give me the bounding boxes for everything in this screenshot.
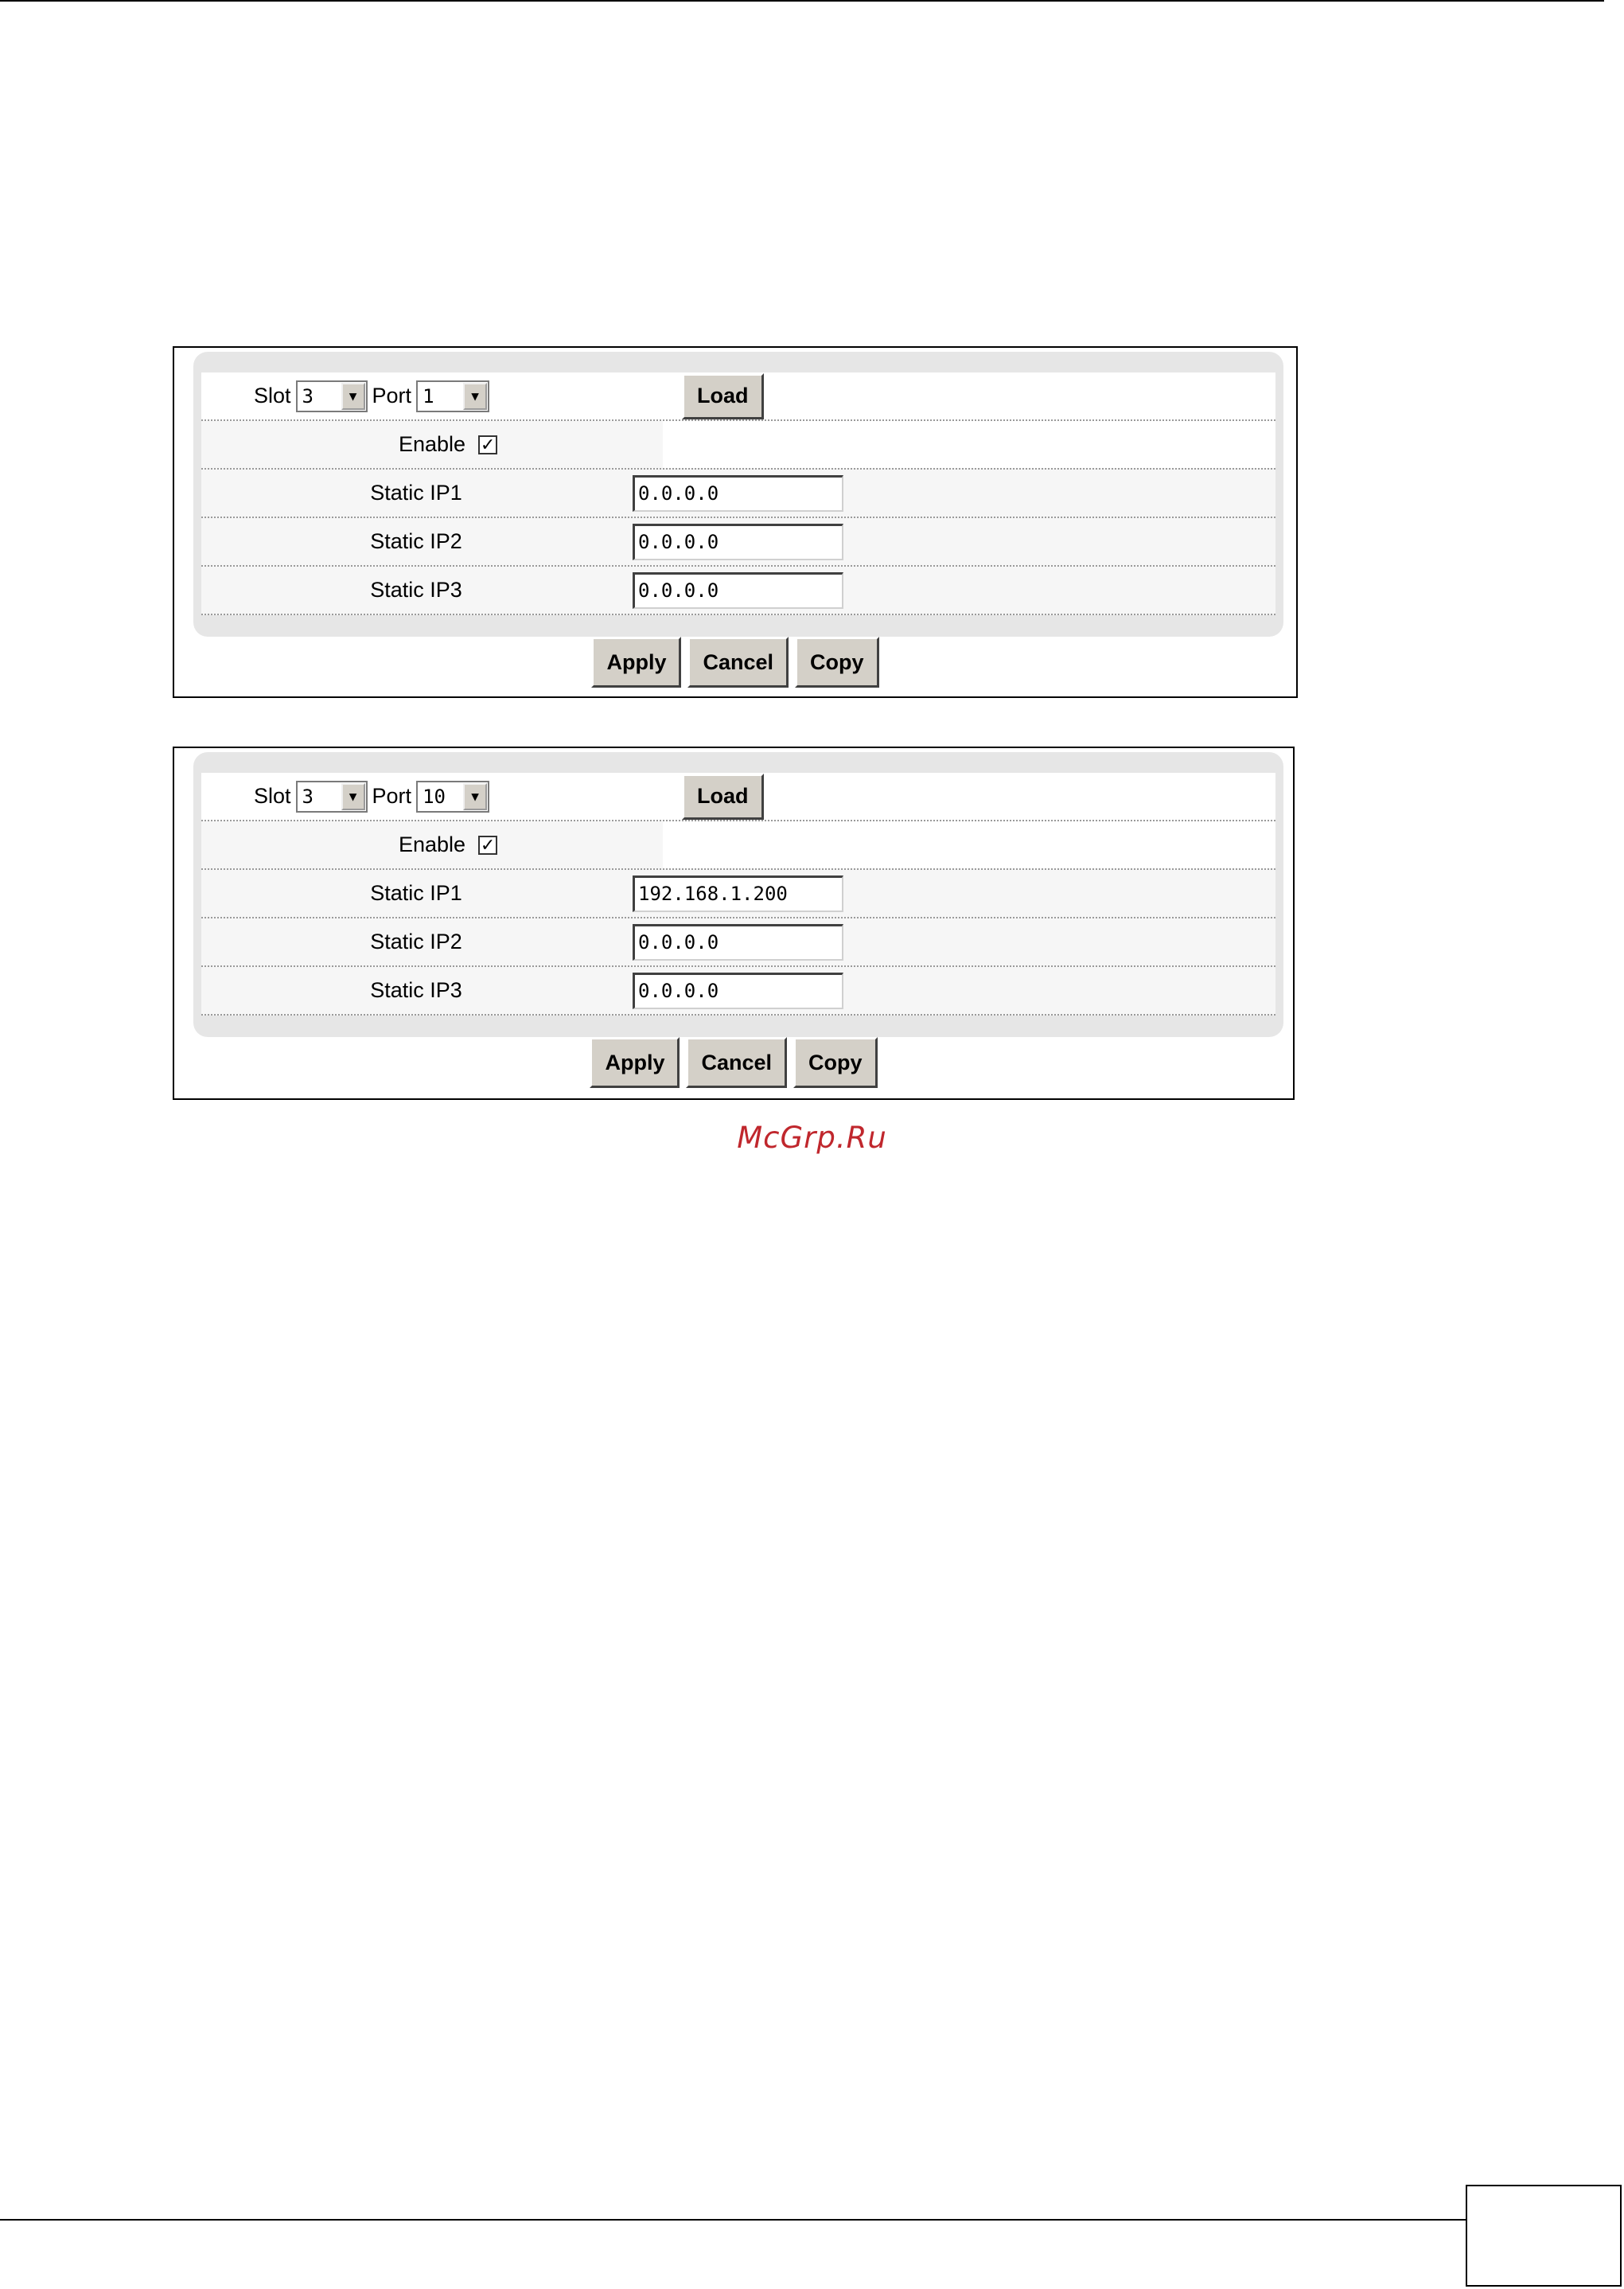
cancel-button[interactable]: Cancel <box>687 637 789 688</box>
static-ip2-field[interactable]: 0.0.0.0 <box>633 524 843 560</box>
static-ip1-row <box>201 470 1275 518</box>
slot-label: Slot <box>254 784 291 808</box>
checkmark-icon: ✓ <box>480 434 496 454</box>
load-button[interactable]: Load <box>682 774 764 820</box>
static-ip1-field[interactable]: 192.168.1.200 <box>633 875 843 912</box>
port-label: Port <box>372 784 412 808</box>
static-ip2-row <box>201 518 1275 567</box>
action-bar <box>174 1037 1293 1088</box>
slot-port-row <box>201 773 1275 821</box>
slot-select-value: 3 <box>302 384 314 407</box>
enable-checkbox[interactable] <box>478 435 497 454</box>
settings-panel <box>193 752 1283 1037</box>
chevron-down-icon[interactable]: ▼ <box>341 383 365 410</box>
cancel-button[interactable]: Cancel <box>686 1037 787 1088</box>
port-label: Port <box>372 384 412 407</box>
page-number-box <box>1466 2185 1622 2287</box>
static-ip2-label: Static IP2 <box>370 529 462 553</box>
apply-button[interactable]: Apply <box>591 637 681 688</box>
watermark-text: McGrp.Ru <box>737 1121 887 1155</box>
slot-label: Slot <box>254 384 291 407</box>
action-bar <box>174 637 1296 688</box>
apply-button[interactable]: Apply <box>590 1037 680 1088</box>
static-ip1-label: Static IP1 <box>370 881 462 905</box>
static-ip3-field[interactable]: 0.0.0.0 <box>633 572 843 609</box>
slot-port-row <box>201 372 1275 421</box>
load-button[interactable]: Load <box>682 373 764 419</box>
settings-panel <box>193 352 1283 637</box>
slot-select[interactable] <box>296 380 368 412</box>
enable-row <box>201 821 1275 870</box>
static-ip3-field[interactable]: 0.0.0.0 <box>633 973 843 1009</box>
static-ip3-row <box>201 967 1275 1016</box>
enable-label: Enable <box>398 432 466 456</box>
copy-button[interactable]: Copy <box>795 637 879 688</box>
footer-rule <box>0 2219 1466 2221</box>
port-select-value: 1 <box>423 384 434 407</box>
chevron-down-icon[interactable]: ▼ <box>463 383 487 410</box>
enable-checkbox[interactable] <box>478 836 497 855</box>
port-select[interactable] <box>416 380 489 412</box>
enable-row <box>201 421 1275 470</box>
static-ip1-row <box>201 870 1275 918</box>
enable-label: Enable <box>398 833 466 856</box>
slot-select-value: 3 <box>302 785 314 808</box>
header-rule <box>0 0 1604 2</box>
slot-select[interactable] <box>296 781 368 813</box>
copy-button[interactable]: Copy <box>793 1037 878 1088</box>
checkmark-icon: ✓ <box>480 834 496 855</box>
static-ip-screen-port-10 <box>173 747 1295 1100</box>
static-ip-screen-port-1 <box>173 346 1298 698</box>
static-ip1-field[interactable]: 0.0.0.0 <box>633 475 843 512</box>
static-ip3-row <box>201 567 1275 615</box>
static-ip3-label: Static IP3 <box>370 578 462 602</box>
port-select[interactable] <box>416 781 489 813</box>
chevron-down-icon[interactable]: ▼ <box>341 783 365 810</box>
static-ip2-field[interactable]: 0.0.0.0 <box>633 924 843 961</box>
static-ip3-label: Static IP3 <box>370 978 462 1002</box>
chevron-down-icon[interactable]: ▼ <box>463 783 487 810</box>
static-ip2-row <box>201 918 1275 967</box>
static-ip2-label: Static IP2 <box>370 930 462 953</box>
static-ip1-label: Static IP1 <box>370 481 462 505</box>
port-select-value: 10 <box>423 785 446 808</box>
